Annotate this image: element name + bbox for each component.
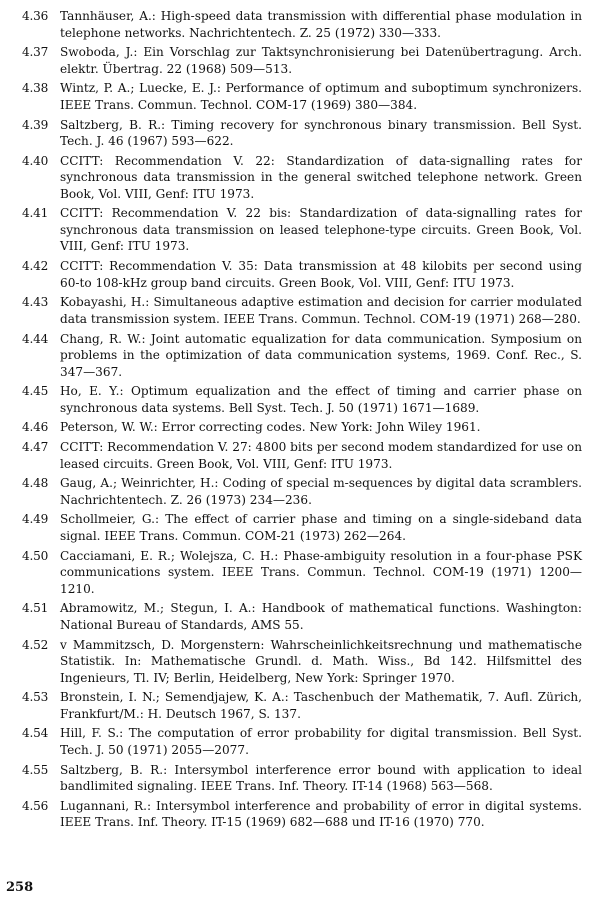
reference-text: Wintz, P. A.; Luecke, E. J.: Performance of optimum and suboptimum synchronizers. IEEE Trans. Commun. Technol. COM-17 (1969) 380—384. [60,81,582,112]
reference-number: 4.53 [22,690,49,705]
reference-item [22,8,582,41]
reference-item [22,117,582,150]
reference-item [22,725,582,758]
reference-number: 4.37 [22,45,49,60]
reference-number: 4.44 [22,331,49,346]
reference-text: Bronstein, I. N.; Semendjajew, K. A.: Taschenbuch der Mathematik, 7. Aufl. Zürich, Frankfurt/M.: H. Deutsch 1967, S. 137. [60,690,582,721]
reference-number: 4.48 [22,476,49,491]
reference-item [22,258,582,291]
reference-text: Saltzberg, B. R.: Timing recovery for synchronous binary transmission. Bell Syst. Tech. J. 46 (1967) 593—622. [60,117,582,149]
reference-text: CCITT: Recommendation V. 22 bis: Standardization of data-signalling rates for synchronous data transmission on leased telephone-type circuits. Green Book, Vol. VIII, Genf: ITU 1973. [60,206,582,254]
reference-number: 4.46 [22,420,49,435]
reference-item [22,637,582,687]
reference-item [22,511,582,544]
reference-number: 4.45 [22,384,49,399]
reference-number: 4.47 [22,440,49,455]
reference-number: 4.40 [22,153,49,168]
reference-item [22,383,582,416]
reference-number: 4.36 [22,9,49,23]
reference-text: Kobayashi, H.: Simultaneous adaptive estimation and decision for carrier modulated data transmission system. IEEE Trans. Commun. Technol. COM-19 (1971) 268—280. [60,295,582,326]
reference-item [22,331,582,381]
reference-item [22,798,582,831]
reference-number: 4.54 [22,726,49,741]
reference-text: Saltzberg, B. R.: Intersymbol interference error bound with application to ideal bandlimited signaling. IEEE Trans. Inf. Theory. IT-14 (1968) 563—568. [60,762,582,794]
reference-text: Gaug, A.; Weinrichter, H.: Coding of special m-sequences by digital data scramblers. Nachrichtentech. Z. 26 (1973) 234—236. [60,476,582,507]
reference-text: Cacciamani, E. R.; Wolejsza, C. H.: Phase-ambiguity resolution in a four-phase PSK communications system. IEEE Trans. Commun. Technol. COM-19 (1971) 1200—1210. [60,548,582,596]
reference-number: 4.56 [22,798,49,813]
reference-text: Chang, R. W.: Joint automatic equalization for data communication. Symposium on problems in the optimization of data communication systems, 1969. Conf. Rec., S. 347—367. [60,331,582,379]
reference-item [22,205,582,255]
reference-text: Ho, E. Y.: Optimum equalization and the effect of timing and carrier phase on synchronous data systems. Bell Syst. Tech. J. 50 (1971) 1671—1689. [60,384,582,415]
reference-text: Peterson, W. W.: Error correcting codes. New York: John Wiley 1961. [60,420,481,435]
reference-text: Tannhäuser, A.: High-speed data transmission with differential phase modulation in telephone networks. Nachrichtentech. Z. 25 (1972) 330—333. [60,9,582,40]
reference-number: 4.49 [22,512,49,527]
reference-item [22,153,582,203]
reference-text: CCITT: Recommendation V. 35: Data transmission at 48 kilobits per second using 60-to 108-kHz group band circuits. Green Book, Vol. VIII, Genf: ITU 1973. [60,259,582,290]
reference-text: Abramowitz, M.; Stegun, I. A.: Handbook of mathematical functions. Washington: National Bureau of Standards, AMS 55. [60,601,582,632]
reference-item [22,294,582,327]
reference-text: CCITT: Recommendation V. 27: 4800 bits per second modem standardized for use on leased circuits. Green Book, Vol. VIII, Genf: ITU 1973. [60,440,582,471]
reference-number: 4.52 [22,637,49,652]
reference-number: 4.50 [22,548,49,563]
reference-item [22,44,582,77]
reference-item [22,762,582,795]
reference-number: 4.39 [22,117,49,132]
reference-item [22,600,582,633]
reference-item [22,548,582,598]
reference-text: Swoboda, J.: Ein Vorschlag zur Taktsynchronisierung bei Datenübertragung. Arch. elektr. Übertrag. 22 (1968) 509—513. [60,45,582,76]
reference-text: v Mammitzsch, D. Morgenstern: Wahrscheinlichkeitsrechnung und mathematische Statistik. In: Mathematische Grundl. d. Math. Wiss., Bd 142. Hilfsmittel des Ingenieurs, Tl. IV; Berlin, Heidelberg, New York: Springer 1970. [60,637,582,685]
reference-number: 4.41 [22,206,49,221]
reference-number: 4.55 [22,762,49,777]
reference-text: Hill, F. S.: The computation of error probability for digital transmission. Bell Syst. Tech. J. 50 (1971) 2055—2077. [60,726,582,757]
reference-item [22,419,582,436]
reference-item [22,439,582,472]
reference-number: 4.42 [22,259,49,274]
reference-text: Schollmeier, G.: The effect of carrier phase and timing on a single-sideband data signal. IEEE Trans. Commun. COM-21 (1973) 262—264. [60,512,582,543]
reference-item [22,475,582,508]
page-number: 258 [6,880,34,895]
reference-list [22,8,582,834]
reference-item [22,689,582,722]
reference-number: 4.38 [22,81,49,96]
reference-text: Lugannani, R.: Intersymbol interference and probability of error in digital systems. IEEE Trans. Inf. Theory. IT-15 (1969) 682—688 und IT-16 (1970) 770. [60,798,582,830]
reference-number: 4.51 [22,601,49,616]
reference-item [22,80,582,113]
reference-text: CCITT: Recommendation V. 22: Standardization of data-signalling rates for synchronous data transmission in the general switched telephone network. Green Book, Vol. VIII, Genf: ITU 1973. [60,153,582,201]
reference-number: 4.43 [22,295,49,310]
